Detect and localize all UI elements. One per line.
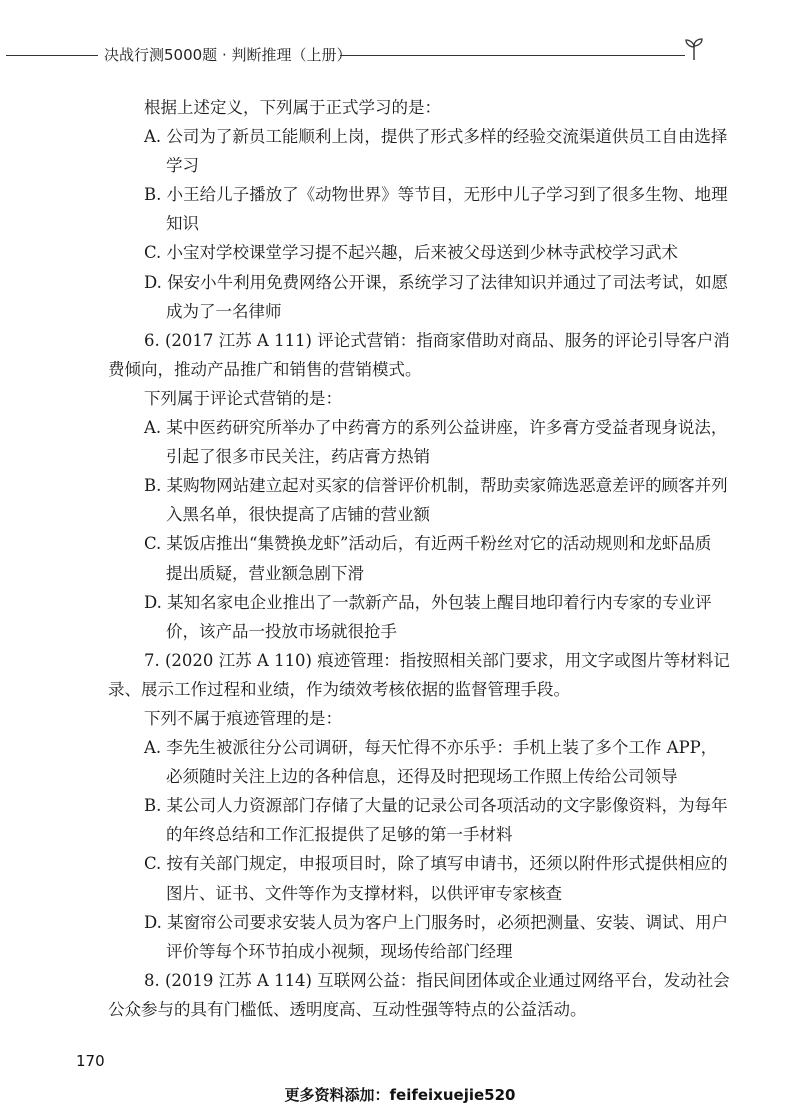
header-rule-left xyxy=(6,55,98,56)
question-stem: 8. (2019 江苏 A 114) 互联网公益：指民间团体或企业通过网络平台，发动社会 xyxy=(144,970,730,990)
option-line: C. 某饭店推出“集赞换龙虾”活动后，有近两千粉丝对它的活动规则和龙虾品质 xyxy=(144,534,712,554)
option-continuation: 价，该产品一投放市场就很抢手 xyxy=(166,621,397,641)
option-continuation: 成为了一名律师 xyxy=(166,301,282,321)
option-line: A. 李先生被派往分公司调研，每天忙得不亦乐乎：手机上装了多个工作 APP， xyxy=(144,738,718,758)
question-stem: 6. (2017 江苏 A 111) 评论式营销：指商家借助对商品、服务的评论引导客户消 xyxy=(144,330,730,350)
option-continuation: 知识 xyxy=(166,214,199,234)
option-line: C. 按有关部门规定，申报项目时，除了填写申请书，还须以附件形式提供相应的 xyxy=(144,854,728,874)
question-stem: 7. (2020 江苏 A 110) 痕迹管理：指按照相关部门要求，用文字或图片等材料记 xyxy=(144,650,730,670)
question-stem-continuation: 录、展示工作过程和业绩，作为绩效考核依据的监督管理手段。 xyxy=(108,679,570,699)
sprout-icon xyxy=(683,36,705,62)
page-number: 170 xyxy=(76,1052,105,1070)
running-header xyxy=(0,40,800,70)
option-line: A. 公司为了新员工能顺利上岗，提供了形式多样的经验交流渠道供员工自由选择 xyxy=(144,127,728,147)
option-line: C. 小宝对学校课堂学习提不起兴趣，后来被父母送到少林寺武校学习武术 xyxy=(144,243,679,263)
book-title: 决战行测5000题 · 判断推理（上册） xyxy=(104,46,352,64)
option-continuation: 图片、证书、文件等作为支撑材料，以供评审专家核查 xyxy=(166,883,562,903)
option-continuation: 引起了很多市民关注，药店膏方热销 xyxy=(166,447,430,467)
option-line: B. 某购物网站建立起对买家的信誉评价机制，帮助卖家筛选恶意差评的顾客并列 xyxy=(144,476,728,496)
option-continuation: 学习 xyxy=(166,156,199,176)
question-stem-continuation: 费倾向，推动产品推广和销售的营销模式。 xyxy=(108,359,422,379)
option-line: A. 某中医药研究所举办了中药膏方的系列公益讲座，许多膏方受益者现身说法， xyxy=(144,418,728,438)
question-prompt: 下列属于评论式营销的是： xyxy=(144,388,342,408)
option-continuation: 入黑名单，很快提高了店铺的营业额 xyxy=(166,505,430,525)
option-line: D. 保安小牛利用免费网络公开课，系统学习了法律知识并通过了司法考试，如愿 xyxy=(144,272,729,292)
question-stem-continuation: 公众参与的具有门槛低、透明度高、互动性强等特点的公益活动。 xyxy=(108,999,587,1019)
option-continuation: 的年终总结和工作汇报提供了足够的第一手材料 xyxy=(166,825,513,845)
footer-contact-note: 更多资料添加：feifeixuejie520 xyxy=(284,1086,516,1104)
header-rule-right xyxy=(340,55,685,56)
question-prompt: 下列不属于痕迹管理的是： xyxy=(144,708,342,728)
option-continuation: 必须随时关注上边的各种信息，还得及时把现场工作照上传给公司领导 xyxy=(166,767,678,787)
option-continuation: 评价等每个环节拍成小视频，现场传给部门经理 xyxy=(166,941,513,961)
option-line: D. 某知名家电企业推出了一款新产品，外包装上醒目地印着行内专家的专业评 xyxy=(144,592,712,612)
option-line: D. 某窗帘公司要求安装人员为客户上门服务时，必须把测量、安装、调试、用户 xyxy=(144,912,729,932)
option-continuation: 提出质疑，营业额急剧下滑 xyxy=(166,563,364,583)
option-line: B. 某公司人力资源部门存储了大量的记录公司各项活动的文字影像资料，为每年 xyxy=(144,796,728,816)
option-line: B. 小王给儿子播放了《动物世界》等节目，无形中儿子学习到了很多生物、地理 xyxy=(144,185,728,205)
question-prompt: 根据上述定义，下列属于正式学习的是： xyxy=(144,98,441,117)
page-body xyxy=(108,93,730,1024)
